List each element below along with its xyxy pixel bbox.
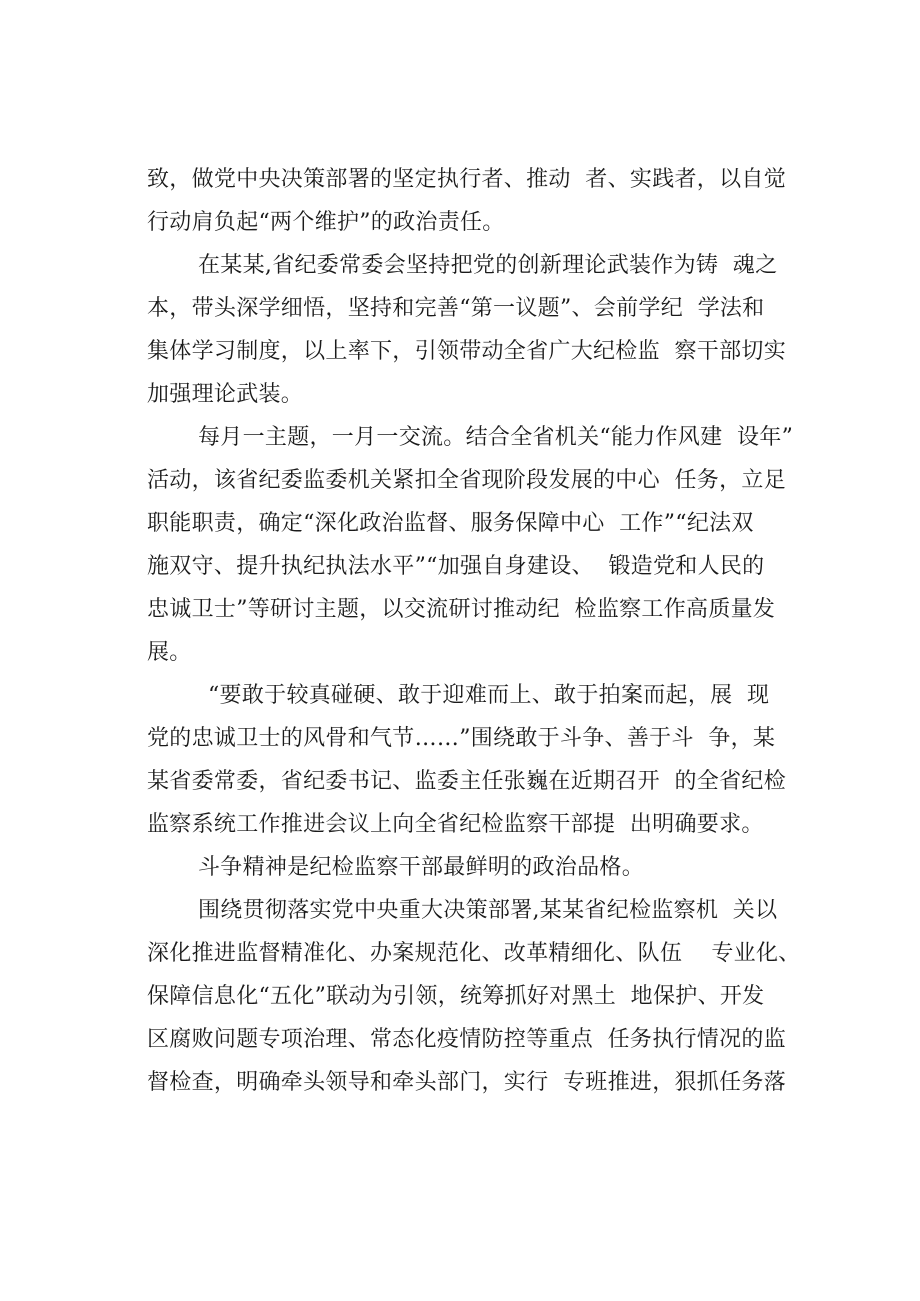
text-line: 致，做党中央决策部署的坚定执行者、推动 者、实践者，以自觉 bbox=[147, 167, 786, 192]
text-line: 督检查，明确牵头领导和牵头部门，实行 专班推进，狠抓任务落 bbox=[147, 1070, 786, 1095]
text-line: 本，带头深学细悟，坚持和完善“第一议题”、会前学纪 学法和 bbox=[147, 296, 765, 321]
text-line: 斗争精神是纪检监察干部最鲜明的政治品格。 bbox=[198, 855, 645, 880]
text-line: 某省委常委，省纪委书记、监委主任张巍在近期召开 的全省纪检 bbox=[147, 769, 786, 794]
text-line: 深化推进监督精准化、办案规范化、改革精细化、队伍 专业化、 bbox=[147, 941, 801, 966]
text-line: 行动肩负起“两个维护”的政治责任。 bbox=[147, 210, 505, 235]
text-line: 在某某,省纪委常委会坚持把党的创新理论武装作为铸 魂之 bbox=[198, 253, 778, 278]
text-line: 监察系统工作推进会议上向全省纪检监察干部提 出明确要求。 bbox=[147, 812, 764, 837]
text-line: 围绕贯彻落实党中央重大决策部署,某某省纪检监察机 关以 bbox=[198, 898, 778, 923]
text-line: 党的忠诚卫士的风骨和气节……”围绕敢于斗争、善于斗 争，某 bbox=[147, 726, 776, 751]
text-line: 施双守、提升执纪执法水平”“加强自身建设、 锻造党和人民的 bbox=[147, 554, 765, 579]
text-line: 忠诚卫士”等研讨主题，以交流研讨推动纪 检监察工作高质量发 bbox=[147, 597, 776, 622]
text-line: 集体学习制度，以上率下，引领带动全省广大纪检监 察干部切实 bbox=[147, 339, 786, 364]
text-line: 区腐败问题专项治理、常态化疫情防控等重点 任务执行情况的监 bbox=[147, 1027, 786, 1052]
text-line: 职能职责，确定“深化政治监督、服务保障中心 工作”“纪法双 bbox=[147, 511, 754, 536]
text-line: 保障信息化“五化”联动为引领，统筹抓好对黑土 地保护、开发 bbox=[147, 984, 765, 1009]
text-line: 活动，该省纪委监委机关紧扣全省现阶段发展的中心 任务，立足 bbox=[147, 468, 786, 493]
text-line: 展。 bbox=[147, 640, 192, 665]
text-line: “要敢于较真碰硬、敢于迎难而上、敢于拍案而起，展 现 bbox=[208, 683, 770, 708]
text-line: 加强理论武装。 bbox=[147, 382, 304, 407]
text-line: 每月一主题，一月一交流。结合全省机关“能力作风建 设年” bbox=[198, 425, 794, 450]
